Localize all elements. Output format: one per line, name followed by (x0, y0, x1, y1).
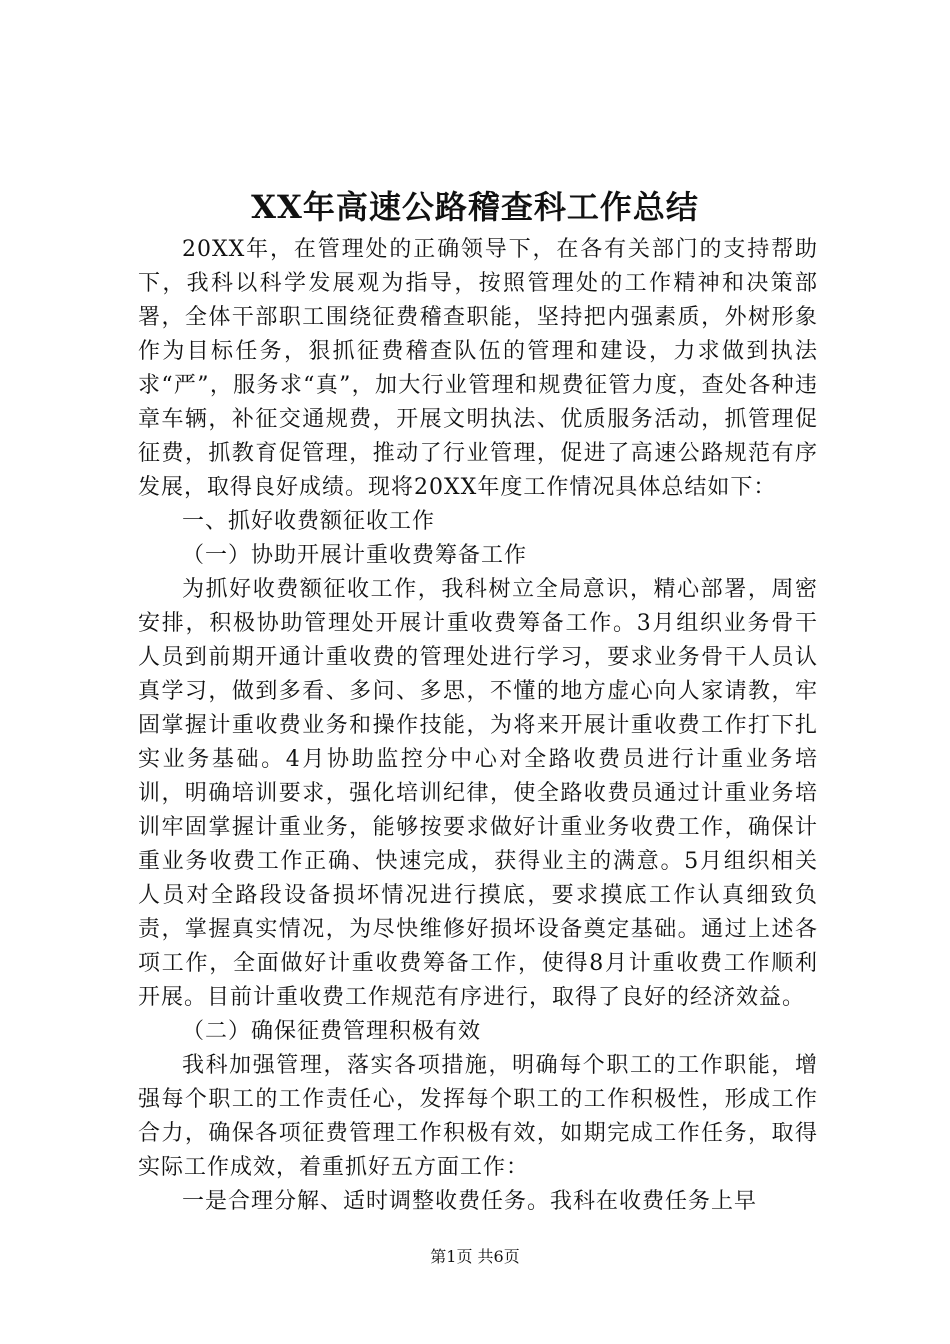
subsection-paragraph-2: 我科加强管理，落实各项措施，明确每个职工的工作职能，增强每个职工的工作责任心，发挥每个职工的工作积极性，形成工作合力，确保各项征费管理工作积极有效，如期完成工作任务，取得实际工作成效，着重抓好五方面工作： (138, 1053, 818, 1180)
intro-paragraph: 20XX年，在管理处的正确领导下，在各有关部门的支持帮助下，我科以科学发展观为指导，按照管理处的工作精神和决策部署，全体干部职工围绕征费稽查职能，坚持把内强素质，外树形象作为目标任务，狠抓征费稽查队伍的管理和建设，力求做到执法求“严”，服务求“真”，加大行业管理和规费征管力度，查处各种违章车辆，补征交通规费，开展文明执法、优质服务活动，抓管理促征费，抓教育促管理，推动了行业管理，促进了高速公路规范有序发展，取得良好成绩。现将20XX年度工作情况具体总结如下： (138, 237, 818, 500)
subsection-paragraph-1: 为抓好收费额征收工作，我科树立全局意识，精心部署，周密安排，积极协助管理处开展计重收费筹备工作。3月组织业务骨干人员到前期开通计重收费的管理处进行学习，要求业务骨干人员认真学习，做到多看、多问、多思，不懂的地方虚心向人家请教，牢固掌握计重收费业务和操作技能，为将来开展计重收费工作打下扎实业务基础。4月协助监控分中心对全路收费员进行计重业务培训，明确培训要求，强化培训纪律，使全路收费员通过计重业务培训牢固掌握计重业务，能够按要求做好计重业务收费工作，确保计重业务收费工作正确、快速完成，获得业主的满意。5月组织相关人员对全路段设备损坏情况进行摸底，要求摸底工作认真细致负责，掌握真实情况，为尽快维修好损坏设备奠定基础。通过上述各项工作，全面做好计重收费筹备工作，使得8月计重收费工作顺利开展。目前计重收费工作规范有序进行，取得了良好的经济效益。 (138, 577, 818, 1010)
document-body (138, 233, 818, 1219)
page-indicator: 第1页 共6页 (430, 1247, 520, 1266)
subsection-heading-1: （一）协助开展计重收费筹备工作 (182, 543, 528, 568)
document-title: XX年高速公路稽查科工作总结 (251, 188, 699, 226)
subsection-heading-2: （二）确保征费管理积极有效 (182, 1019, 482, 1044)
section-heading-1: 一、抓好收费额征收工作 (182, 509, 436, 534)
item-paragraph-1: 一是合理分解、适时调整收费任务。我科在收费任务上早 (182, 1189, 758, 1214)
